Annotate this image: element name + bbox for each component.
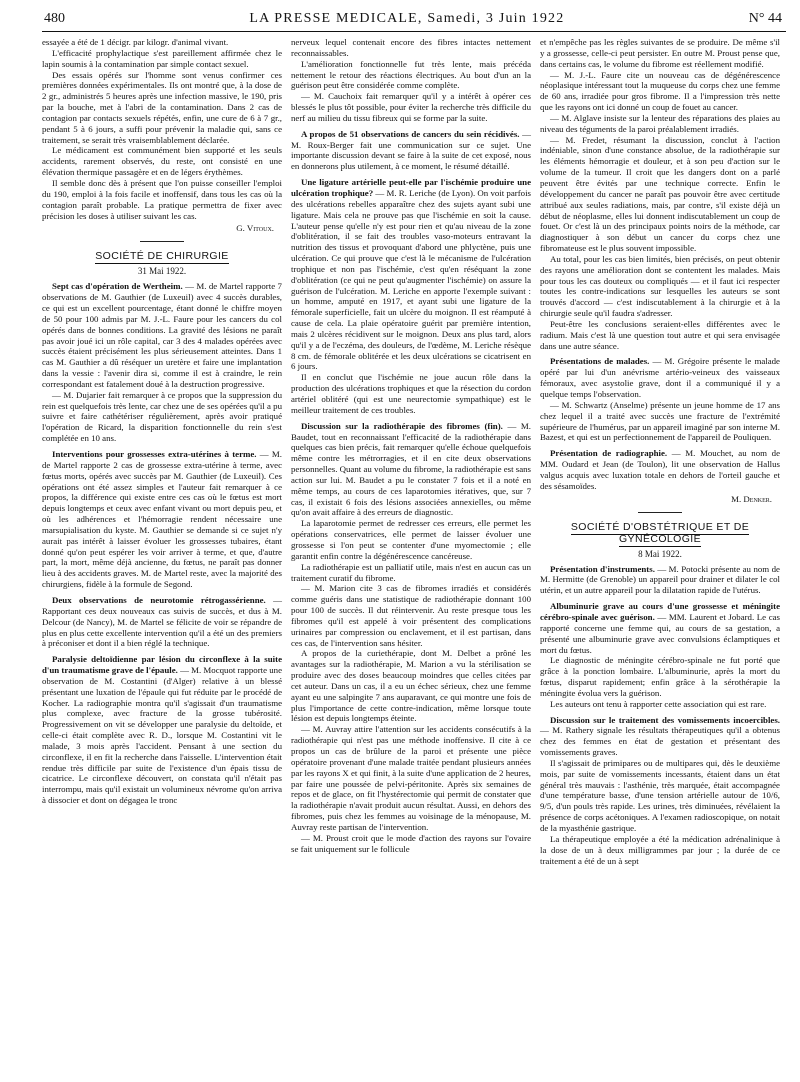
article-paragraph <box>540 564 780 597</box>
section-title: SOCIÉTÉ D'OBSTÉTRIQUE ET DE GYNÉCOLOGIE <box>570 520 750 545</box>
page-header <box>42 10 786 32</box>
section-title: SOCIÉTÉ DE CHIRURGIE <box>95 250 229 263</box>
article-paragraph <box>291 129 531 172</box>
paragraph: et n'empêche pas les règles suivantes de se produire. De même s'il y a grossesse, celle-ci peut persister. En outre M. Proust pense que, dans certains cas, le volume du fibrome est réellement modifié. <box>540 37 780 69</box>
author-signature: M. Denker. <box>731 493 772 504</box>
paragraph: Peut-être les conclusions seraient-elles différentes avec le radium. Mais c'est là une question tout autre et qui sera envisagée dans une autre séance. <box>540 318 780 351</box>
paragraph: nerveux lequel contenait encore des fibres intactes nettement reconnaissables. <box>291 37 531 58</box>
paragraph: — M. Schwartz (Anselme) présente un jeune homme de 17 ans chez lequel il a traité avec succès une fracture de l'extrémité supérieure de l'humérus, par un appareil imaginé par son interne M. Bazest, et qui est un perfectionnement de l'appareil de Pouliquen. <box>540 399 780 443</box>
session-date: 8 Mai 1922. <box>638 548 682 559</box>
separator-rule <box>140 241 184 242</box>
column-left <box>42 37 282 1077</box>
paragraph: La radiothérapie est un palliatif utile, mais n'est en aucun cas un traitement curatif du fibrome. <box>291 561 531 583</box>
article-paragraph <box>42 449 282 590</box>
paragraph: Le médicament est communément bien supporté et les seuls accidents, rarement observés, du reste, ont consisté en une élévation thermique passagère et en de légers érythèmes. <box>42 145 282 178</box>
article-body: — M. Roux-Berger fait une communication sur ce sujet. Une importante discussion devant se faire à la suite de cet exposé, nous en donnerons plus utilement, à ce moment, le résumé détaillé. <box>291 128 531 172</box>
article-title: Interventions pour grossesses extra-utérines à terme. <box>52 449 257 459</box>
article-title: Présentation d'instruments. <box>550 563 655 574</box>
article-body: — M. Mocquot rapporte une observation de M. Costantini (d'Alger) relative à un blessé présentant une luxation de l'épaule qui fut réduite par le procédé de Kocher. La radiographie montra qu'il s'agissait d'un traumatisme plus complexe, avec fracture de la grosse tubérosité. Progressivement on vit se développer une paralysie du deltoïde, et celle-ci était complète avec R. D., lorsque M. Costantini vit le malade, 3 mois après l'accident. Pensant à une section du circonflexe, il en fit la recherche dans l'aisselle. L'intervention était rendue très difficile par suite de l'existence d'un épais tissu de cicatrice. Le circonflexe découvert, on constata qu'il n'était pas interrompu, mais qu'il existait un volumineux névrome qu'on arriva à dissocier et dont on dégagea le tronc <box>42 665 283 806</box>
article-title: A propos de 51 observations de cancers du sein récidivés. <box>301 128 520 139</box>
article-title: Deux observations de neurotomie rétrogassérienne. <box>52 594 266 605</box>
article-title: Une ligature artérielle peut-elle par l'ischémie produire une ulcération trophique? <box>291 177 531 198</box>
paragraph: — M. Cauchoix fait remarquer qu'il y a intérêt à opérer ces blessés le plus tôt possible, pour éviter la recherche très difficile du nerf au milieu du tissu fibreux qui se forme par la suite. <box>291 91 531 123</box>
article-paragraph <box>540 601 780 655</box>
article-paragraph <box>291 421 531 519</box>
article-paragraph <box>42 281 282 389</box>
paragraph: La thérapeutique employée a été la médication adrénalinique à la dose de un à deux milligrammes par jour ; la durée de ce traitement a été de un à sept <box>540 833 780 866</box>
paragraph: La laparotomie permet de redresser ces erreurs, elle permet les opérations conservatrices, elle permet de laisser évoluer une grossesse si l'on peut se contenter d'une myomectomie ; elle garantit enfin contre la dégénérescence cancéreuse. <box>291 518 531 561</box>
article-title: Paralysie deltoïdienne par lésion du circonflexe à la suite d'un traumatisme grave de l'épaule. <box>42 654 282 676</box>
article-title: Présentations de malades. <box>550 356 650 367</box>
section-heading <box>42 250 282 262</box>
article-paragraph <box>540 356 780 399</box>
article-title: Discussion sur la radiothérapie des fibromes (fin). <box>301 420 503 431</box>
paragraph: Il en conclut que l'ischémie ne joue aucun rôle dans la production des ulcérations trophiques et que la résection du cordon artériel oblitéré (qui est une neurectomie sympathique) est le meilleur traitement de ces troubles. <box>291 372 531 415</box>
article-body: — M. Mouchet, au nom de MM. Oudard et Jean (de Toulon), lit une observation de Hallus valgus acquis avec luxation totale en dehors de l'orteil gauche et des sésamoïdes. <box>540 448 781 491</box>
paragraph: — M. Marion cite 3 cas de fibromes irradiés et considérés comme guéris dans une statistique de radiothérapie donnant 100 pour 100 de succès. Il dut réintervenir. Au reste presque tous les fibromes qu'il est appelé à voir présentent des complications urinaires par compression ou enclavement, et il est partisan, dans ces cas, de l'intervention sans hésiter. <box>291 583 531 648</box>
paragraph: — M. Alglave insiste sur la lenteur des réparations des plaies au niveau des téguments de la paroi préalablement irradiés. <box>540 112 780 134</box>
session-date: 31 Mai 1922. <box>137 266 187 277</box>
article-body: — M. Rathery signale les résultats thérapeutiques qu'il a obtenus chez des femmes en état de gestation et présentant des vomissements graves. <box>540 725 780 758</box>
paragraph: — M. Fredet, résumant la discussion, conclut à l'action indéniable, sinon d'une constance absolue, de la radiothérapie sur les éléments hémorragie et douleur, et à son peu d'action sur le volume de la tumeur. Il croit que les dangers dont on a parlé peuvent être évités par une technique correcte. Enfin le développement du cancer ne paraît pas pouvoir être avec certitude attribué aux seules radiations, mais, par contre, s'il existe déjà un début de néoplasme, elles lui donnent indiscutablement un coup de fouet. Or c'est là un des principaux points noirs de la méthode, car diagnostiquer à son début un cancer du corps chez une fibromateuse est le plus souvent impossible. <box>540 134 780 254</box>
section-heading <box>540 521 780 545</box>
paragraph: Il semble donc dès à présent que l'on puisse conseiller l'emploi du 190, emploi à la fois facile et inoffensif, dans tous les cas où la contagion paraît probable. La pratique permettra de fixer avec précision les doses à utiliser suivant les cas. <box>42 177 282 221</box>
article-title: Sept cas d'opération de Wertheim. <box>52 281 183 292</box>
article-paragraph <box>42 595 282 649</box>
paragraph: — M. Dujarier fait remarquer à ce propos que la suppression du rein est quelquefois très lente, car chez une de ses opérées qu'il a pu suivre et faire cathétériser régulièrement, après avoir pratiqué l'opération de Ricard, la disparition fonctionnelle du rein s'est complétée en 10 ans. <box>42 389 282 444</box>
paragraph: A propos de la curiethérapie, dont M. Delbet a prôné les avantages sur la radiothérapie, M. Marion a vu la stérilisation se produire avec des doses beaucoup moindres que celles citées par cet auteur. Dans un cas, il a eu un échec sérieux, chez une femme ayant eu une salpingite 7 ans auparavant, ce qui montre une fois de plus l'importance de cette contre-indication, même lorsque toute lésion est depuis longtemps éteinte. <box>291 648 531 724</box>
author-signature: G. Vitoux. <box>236 223 274 234</box>
article-body: — M. Potocki présente au nom de M. Hermitte (de Grenoble) un appareil pour drainer et dilater le col utérin, et un autre appareil pour la dilatation rapide de l'utérus. <box>540 563 780 596</box>
column-right <box>540 37 780 1077</box>
paragraph: essayée a été de 1 décigr. par kilogr. d'animal vivant. <box>42 37 229 47</box>
paragraph: Le diagnostic de méningite cérébro-spinale ne fut porté que grâce à la ponction lombaire. L'albuminurie, après la mort du fœtus, disparut rapidement; enfin grâce à la sérothérapie la méningite évolua vers la guérison. <box>540 655 780 698</box>
article-body: — M. R. Leriche (de Lyon). On voit parfois des ulcérations rebelles apparaître chez des sujets ayant subi une ligature. Mais cela ne prouve pas que l'ischémie en soit la cause. L'auteur pense qu'elle n'y est pour rien et qu'au niveau de la zone d'oblitération, il se fait des troubles vaso-moteurs entravant la nutrition des tissus et provoquant d'abord une phlyctène, puis une ulcération. Ce qui prouve que c'est là le mécanisme de l'ulcération trophique et non pas l'ischémie, c'est qu'en réséquant la zone d'oblitération (ce qui ne peut qu'augmenter l'ischémie) on assure la guérison de l'ulcération. M. Leriche en apporte l'exemple suivant : un homme, amputé en 1917, et ayant subi une ligature de la fémorale superficielle, fait un ulcère du moignon. Il est réamputé à cause de cela. La plaie opératoire guérit par première intention, mais 2 ulcères récidivent sur le moignon. Deux ans plus tard, alors qu'il y a de l'eczéma, des douleurs, de l'œdème, M. Leriche résèque 8 cm. de fémorale oblitérée et les deux ulcérations se cicatrisent en 6 jours. <box>291 187 531 372</box>
article-title: Présentation de radiographie. <box>550 448 668 459</box>
paragraph: — M. Proust croit que le mode d'action des rayons sur l'ovaire se fait uniquement sur le follicule <box>291 832 531 854</box>
article-body: — Rapportant ces deux nouveaux cas suivis de succès, et dus à M. Delcour (de Nancy), M. de Martel se félicite de voir se répandre de plus en plus cette excellente intervention qu'il a été un des premiers à préconiser et dont il a bien réglé la technique. <box>42 594 282 649</box>
paragraph: Au total, pour les cas bien limités, bien précisés, on peut obtenir des rayons une amélioration dont se contentent les malades. Mais pour tous les cas douteux ou compliqués — et il faut ici respecter toutes les contre-indications sur lesquelles les auteurs se sont trouvés d'accord — c'est indiscutablement à la chirurgie et à la chirurgie seule qu'il faudra s'adresser. <box>540 253 780 319</box>
article-paragraph <box>540 715 780 758</box>
article-paragraph <box>540 448 780 491</box>
paragraph: Des essais opérés sur l'homme sont venus confirmer ces premières données expérimentales. Ils ont montré que, à la dose de 2 gr., administrés 5 heures après une infection massive, le 190, pris par la bouche, met à l'abri de la contamination. Dans 2 cas de contagion par contacts sexuels répétés, enfin, une cure de 6 à 7 gr., pendant 5 à 6 jours, a suffi pour prévenir la maladie qui, sans ce traitement, se serait très vraisemblablement déclarée. <box>42 69 282 145</box>
article-body: — M. Baudet, tout en reconnaissant l'efficacité de la radiothérapie dans quelques cas bien précis, fait remarquer qu'elle échoue quelquefois même contre les métrorragies, et il en cite deux observations personnelles. Quant au volume du fibrome, la radiothérapie est sans action sur lui. M. Baudet a pu le constater 7 fois et il a noté en même temps, au cours de ces laparotomies itératives, que, sur 7 cas, il existait 6 fois des lésions associées annexielles, ou même qu'on avait affaire à des erreurs de diagnostic. <box>291 420 531 518</box>
article-body: — MM. Laurent et Jobard. Le cas rapporté concerne une femme qui, au cours de sa gestation, a présenté une albuminurie grave avec convulsions éclamptiques et mort du fœtus. <box>540 611 780 655</box>
paragraph: Il s'agissait de primipares ou de multipares qui, dès le deuxième mois, par suite de vomissements incessants, étaient dans un état général très mauvais : l'asthénie, très marquée, était accompagnée d'une température basse, d'une tension artérielle autour de 10/6, 9/5, d'un pouls très rapide. Les urines, très diminuées, révélaient la présence de corps acétoniques. A l'examen radioscopique, on notait de la myasthénie gastrique. <box>540 757 780 833</box>
paragraph: L'amélioration fonctionnelle fut très lente, mais précéda nettement le retour des réactions électriques. Au bout d'un an la guérison peut être considérée comme complète. <box>291 58 531 91</box>
paragraph: Les auteurs ont tenu à rapporter cette association qui est rare. <box>550 698 767 709</box>
article-title: Albuminurie grave au cours d'une grossesse et méningite cérébro-spinale avec guérison. <box>540 601 780 622</box>
page-number: 480 <box>44 11 65 26</box>
paragraph: — M. J.-L. Faure cite un nouveau cas de dégénérescence néoplasique intéressant tout la muqueuse du corps chez une femme de 60 ans, irradiée pour gros fibrome. Il a l'impression très nette que les rayons ont ici donné un coup de fouet au cancer. <box>540 69 780 113</box>
separator-rule <box>638 512 682 513</box>
article-title: Discussion sur le traitement des vomissements incoercibles. <box>550 714 780 725</box>
article-body: — M. Grégoire présente le malade opéré par lui d'un anévrisme artério-veineux des vaisseaux fémoraux, avec asystolie grave, dont il a communiqué il y a quelque temps l'observation. <box>540 356 780 399</box>
issue-number: N° 44 <box>748 11 782 26</box>
article-body: — M. de Martel rapporte 2 cas de grossesse extra-utérine à terme, avec fœtus morts, opérés avec succès par M. Gauthier (de Luxeuil). Ces opérations ont été assez simples et l'auteur fait remarquer à ce propos, la différence qui existe entre ces cas où le fœtus est mort depuis longtemps et ceux avec enfant vivant ou mort depuis peu, et où les adhérences et l'hémorragie rendent nécessaire une marsupialisation du kyste. M. Gauthier se demande si ce sujet n'y aurait pas intérêt à laisser évoluer les grossesses tubaires, étant donné qu'on peut espérer les voir arriver à terme, et que, d'autre part, la mort, même déjà ancienne, du fœtus, ne paraît pas donner lieu à des accidents graves. M. de Martel reste, avec la majorité des chirurgiens, fidèle à la formule de Segond. <box>42 449 282 590</box>
paragraph: — M. Auvray attire l'attention sur les accidents consécutifs à la radiothérapie qui n'est pas une méthode inoffensive. Il cite à ce propos un cas de brûlure de la paroi et présente une pièce opératoire provenant d'une malade traitée pendant plusieurs années par les rayons X et qui finit, à la suite d'une application de 2 heures, par faire une poussée de pelvi-péritonite. Après six semaines de repos et de glace, on fit l'hystérectomie qui permit de constater que la radiothérapie n'avait produit aucun résultat. Aussi, en dehors des fibromes, puis chez les femmes au voisinage de la ménopause, M. Auvray reste partisan de l'intervention. <box>291 724 531 832</box>
column-middle <box>291 37 531 1077</box>
article-paragraph <box>291 177 531 372</box>
article-body: — M. de Martel rapporte 7 observations de M. Gauthier (de Luxeuil) avec 4 succès durables, ce qui est un excellent pourcentage, étant donné le chiffre moyen de 50 pour 100 admis par M. J.-L. Faure pour les cancers du col opérés dans de bonnes conditions. La gravité des lésions ne paraît pas avoir joué ici un rôle capital, car 3 des 4 malades opérées avec succès étaient précisément les plus sérieusement atteintes. Dans 1 cas M. Gauthier a dû réséquer un uretère et faire une implantation dans la vessie : l'avenir dira si, comme il est à craindre, le rein correspondant est fatalement doué à la destruction progressive. <box>42 281 282 389</box>
journal-title: LA PRESSE MEDICALE, Samedi, 3 Juin 1922 <box>249 11 565 26</box>
paragraph: L'efficacité prophylactique s'est pareillement affirmée chez le lapin soumis à la contamination par simple contact sexuel. <box>42 47 282 69</box>
article-paragraph <box>42 654 282 806</box>
